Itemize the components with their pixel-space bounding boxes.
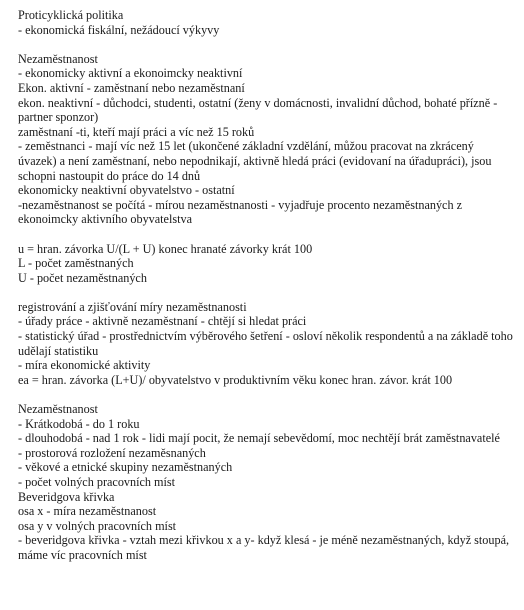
text-line: - Krátkodobá - do 1 roku bbox=[18, 416, 140, 431]
text-line: zaměstnaní -ti, kteří mají práci a víc než 15 roků bbox=[18, 124, 255, 139]
text-line: L - počet zaměstnaných bbox=[18, 256, 134, 271]
paragraph-gap bbox=[18, 387, 514, 402]
text-line: - statistický úřad - prostřednictvím výběrového šetření - osloví několik respondentů a na základě toho udělají statistiku bbox=[18, 329, 516, 358]
text-line: Beveridgova křivka bbox=[18, 489, 115, 504]
text-line: - dlouhodobá - nad 1 rok - lidi mají pocit, že nemají sebevědomí, moc nechtějí brát zaměstnavatelé bbox=[18, 431, 500, 446]
text-line: - ekonomická fiskální, nežádoucí výkyvy bbox=[18, 22, 220, 37]
text-line: osa x - míra nezaměstnanost bbox=[18, 504, 157, 519]
text-line: - ekonomicky aktivní a ekonoimcky neaktivní bbox=[18, 66, 243, 81]
text-line: -nezaměstnanost se počítá - mírou nezaměstnanosti - vyjadřuje procento nezaměstnaných z ekonoimcky aktivního obyvatelstva bbox=[18, 197, 466, 227]
paragraph-gap bbox=[18, 37, 514, 52]
text-line: - míra ekonomické aktivity bbox=[18, 358, 151, 373]
text-line: - beveridgova křivka - vztah mezi křivkou x a y- když klesá - je méně nezaměstnaných, když stoupá, máme víc pracovních míst bbox=[18, 533, 513, 562]
text-line: - úřady práce - aktivně nezaměstnaní - chtějí si hledat práci bbox=[18, 314, 307, 329]
text-line: - zeměstnanci - mají víc než 15 let (ukončené základní vzdělání, můžou pracovat na zkrácený úvazek) a není zaměstnaní, nebo nepodnikají, aktivně hledá práci (evidovaní na úřadupráci), jsou schopni nastoupit do práce do 14 dnů bbox=[18, 139, 495, 183]
text-line: u = hran. závorka U/(L + U) konec hranaté závorky krát 100 bbox=[18, 241, 313, 256]
paragraph-gap bbox=[18, 227, 514, 242]
text-line: registrování a zjišťování míry nezaměstnanosti bbox=[18, 299, 247, 314]
text-line: osa y v volných pracovních míst bbox=[18, 518, 177, 533]
text-line: ea = hran. závorka (L+U)/ obyvatelstvo v produktivním věku konec hran. závor. krát 100 bbox=[18, 372, 453, 387]
text-line: U - počet nezaměstnaných bbox=[18, 270, 147, 285]
text-line: ekon. neaktivní - důchodci, studenti, ostatní (ženy v domácnosti, invalidní důchod, bohaté přízně - partner sponzor) bbox=[18, 95, 501, 125]
text-line: Nezaměstnanost bbox=[18, 51, 98, 66]
text-line: - prostorová rozložení nezaměsnaných bbox=[18, 445, 206, 460]
text-line: - počet volných pracovních míst bbox=[18, 475, 176, 489]
text-line: - věkové a etnické skupiny nezaměstnaných bbox=[18, 460, 233, 475]
text-line: Proticyklická politika bbox=[18, 8, 124, 22]
text-line: Nezaměstnanost bbox=[18, 402, 98, 417]
paragraph-gap bbox=[18, 285, 514, 300]
text-line: Ekon. aktivní - zaměstnaní nebo nezaměstnaní bbox=[18, 80, 245, 95]
text-line: ekonomicky neaktivní obyvatelstvo - ostatní bbox=[18, 183, 235, 198]
